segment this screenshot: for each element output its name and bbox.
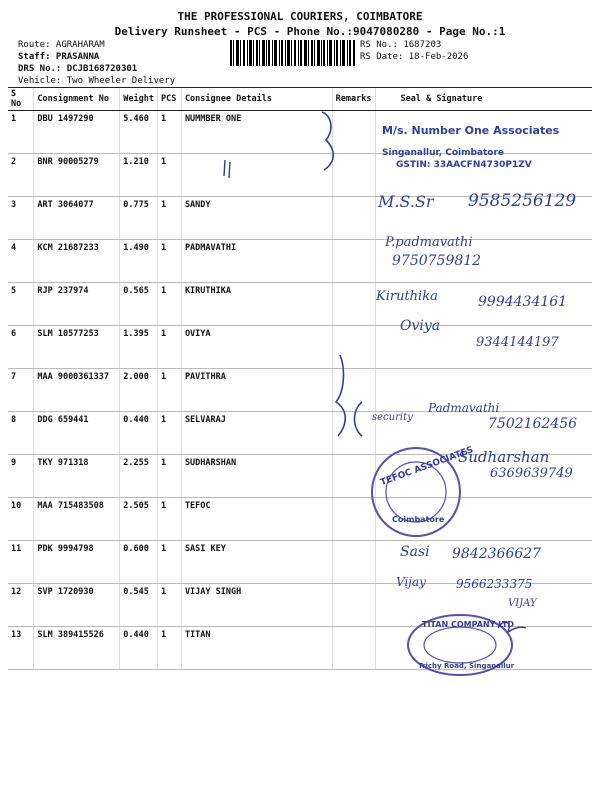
cell-seal [375,111,592,154]
barcode-image [230,40,355,66]
table-row [8,627,592,670]
drs-label: DRS No.: DCJB168720301 [18,64,138,74]
signature-row-12: Vijay [396,575,426,589]
cell-sno: 7 [8,369,34,412]
table-row [8,369,592,412]
cell-consignee: SANDY [181,197,332,240]
cell-pcs: 1 [157,111,181,154]
phone-row-12: 9566233375 [456,577,533,591]
name-row-12: VIJAY [508,598,537,609]
cell-consignee: PAVITHRA [181,369,332,412]
cell-sno: 9 [8,455,34,498]
col-remarks: Remarks [332,88,375,111]
table-header-row [8,88,592,111]
cell-seal [375,326,592,369]
col-consignee: Consignee Details [181,88,332,111]
cell-pcs: 1 [157,197,181,240]
rs-date: RS Date: 18-Feb-2026 [360,52,469,62]
table-row [8,326,592,369]
runsheet-subtitle: Delivery Runsheet - PCS - Phone No.:9047080280 - Page No.:1 [114,25,506,38]
cell-pcs: 1 [157,455,181,498]
signature-row-5: Kiruthika [376,289,438,304]
name-row-4: P.padmavathi [385,235,473,250]
cell-consignee: SASI KEY [181,541,332,584]
cell-remarks [332,326,375,369]
cell-consignee: TITAN [181,627,332,670]
cell-pcs: 1 [157,412,181,455]
cell-sno: 6 [8,326,34,369]
cell-consignment: MAA 9000361337 [34,369,120,412]
cell-weight: 5.460 [120,111,158,154]
cell-weight: 1.395 [120,326,158,369]
phone-row-4: 9750759812 [392,253,482,269]
cell-remarks [332,154,375,197]
phone-row-8: 7502162456 [488,416,578,432]
cell-seal [375,584,592,627]
cell-remarks [332,111,375,154]
cell-weight: 0.600 [120,541,158,584]
cell-weight: 1.210 [120,154,158,197]
remark-row-8: security [372,412,413,423]
cell-sno: 11 [8,541,34,584]
cell-pcs: 1 [157,326,181,369]
cell-weight: 0.440 [120,627,158,670]
cell-weight: 2.255 [120,455,158,498]
phone-row-11: 9842366627 [452,546,542,562]
cell-consignment: SLM 389415526 [34,627,120,670]
table-row [8,541,592,584]
runsheet-table [8,87,592,670]
cell-pcs: 1 [157,541,181,584]
cell-remarks [332,455,375,498]
cell-remarks [332,584,375,627]
signature-row-9: Sudharshan [458,448,550,466]
cell-remarks [332,541,375,584]
table-row [8,240,592,283]
cell-seal [375,498,592,541]
col-pcs: PCS [157,88,181,111]
phone-row-3: 9585256129 [468,191,577,211]
cell-consignee: OVIYA [181,326,332,369]
col-sno: S No [8,88,34,111]
table-row [8,455,592,498]
cell-consignee: SUDHARSHAN [181,455,332,498]
signature-row-11: Sasi [400,544,430,560]
cell-consignee: SELVARAJ [181,412,332,455]
company-title: THE PROFESSIONAL COURIERS, COIMBATORE [177,10,423,23]
cell-remarks [332,369,375,412]
cell-sno: 2 [8,154,34,197]
stamp-titan-address: Trichy Road, Singanallur [418,662,515,670]
signature-row-6: Oviya [400,318,441,334]
cell-sno: 10 [8,498,34,541]
vehicle-label: Vehicle: Two Wheeler Delivery [18,76,176,86]
phone-row-6: 9344144197 [476,335,559,350]
cell-sno: 3 [8,197,34,240]
cell-weight: 1.490 [120,240,158,283]
cell-consignment: SVP 1720930 [34,584,120,627]
rs-number: RS No.: 1687203 [360,40,442,50]
cell-sno: 5 [8,283,34,326]
table-row [8,412,592,455]
cell-seal [375,369,592,412]
stamp-tefoc-name: TEFOC ASSOCIATES [379,445,475,489]
col-seal: Seal & Signature [375,88,592,111]
col-weight: Weight [120,88,158,111]
stamp-titan-name: TITAN COMPANY LTD [422,620,515,629]
table-row [8,154,592,197]
cell-consignee: PADMAVATHI [181,240,332,283]
cell-pcs: 1 [157,240,181,283]
cell-consignee: VIJAY SINGH [181,584,332,627]
cell-weight: 2.505 [120,498,158,541]
cell-consignment: BNR 90005279 [34,154,120,197]
cell-seal [375,197,592,240]
cell-weight: 0.440 [120,412,158,455]
cell-consignment: DDG 659441 [34,412,120,455]
cell-seal [375,154,592,197]
cell-pcs: 1 [157,283,181,326]
cell-sno: 12 [8,584,34,627]
table-row [8,584,592,627]
cell-pcs: 1 [157,369,181,412]
stamp-number-one-gstin: GSTIN: 33AACFN4730P1ZV [396,160,532,170]
cell-consignment: RJP 237974 [34,283,120,326]
cell-consignment: SLM 10577253 [34,326,120,369]
cell-pcs: 1 [157,627,181,670]
cell-pcs: 1 [157,584,181,627]
cell-sno: 8 [8,412,34,455]
phone-row-5: 9994434161 [478,294,568,310]
cell-consignment: PDK 9994798 [34,541,120,584]
table-row [8,498,592,541]
cell-consignment: MAA 715483508 [34,498,120,541]
table-row [8,111,592,154]
cell-consignment: TKY 971318 [34,455,120,498]
cell-pcs: 1 [157,154,181,197]
cell-sno: 4 [8,240,34,283]
cell-consignment: KCM 21687233 [34,240,120,283]
cell-pcs: 1 [157,498,181,541]
cell-consignee: KIRUTHIKA [181,283,332,326]
route-label: Route: AGRAHARAM [18,40,105,50]
cell-remarks [332,627,375,670]
table-row [8,197,592,240]
cell-seal [375,541,592,584]
phone-row-9: 6369639749 [490,466,573,481]
cell-weight: 2.000 [120,369,158,412]
cell-seal [375,283,592,326]
cell-weight: 0.545 [120,584,158,627]
cell-seal [375,455,592,498]
cell-seal [375,627,592,670]
cell-sno: 1 [8,111,34,154]
cell-consignee: NUMMBER ONE [181,111,332,154]
staff-label: Staff: PRASANNA [18,52,100,62]
cell-consignment: ART 3064077 [34,197,120,240]
cell-seal [375,240,592,283]
cell-remarks [332,283,375,326]
stamp-number-one-city: Singanallur, Coimbatore [382,148,505,158]
signature-row-3: M.S.Sr [378,192,434,211]
table-row [8,283,592,326]
cell-weight: 0.565 [120,283,158,326]
cell-weight: 0.775 [120,197,158,240]
signature-row-8: Padmavathi [428,401,500,415]
stamp-tefoc-city: Coimbatore [392,515,445,524]
cell-sno: 13 [8,627,34,670]
cell-consignee [181,154,332,197]
stamp-number-one-name: M/s. Number One Associates [382,124,560,137]
col-consignment: Consignment No [34,88,120,111]
cell-consignment: DBU 1497290 [34,111,120,154]
cell-remarks [332,412,375,455]
cell-remarks [332,240,375,283]
cell-remarks [332,498,375,541]
cell-remarks [332,197,375,240]
cell-consignee: TEFOC [181,498,332,541]
cell-seal [375,412,592,455]
